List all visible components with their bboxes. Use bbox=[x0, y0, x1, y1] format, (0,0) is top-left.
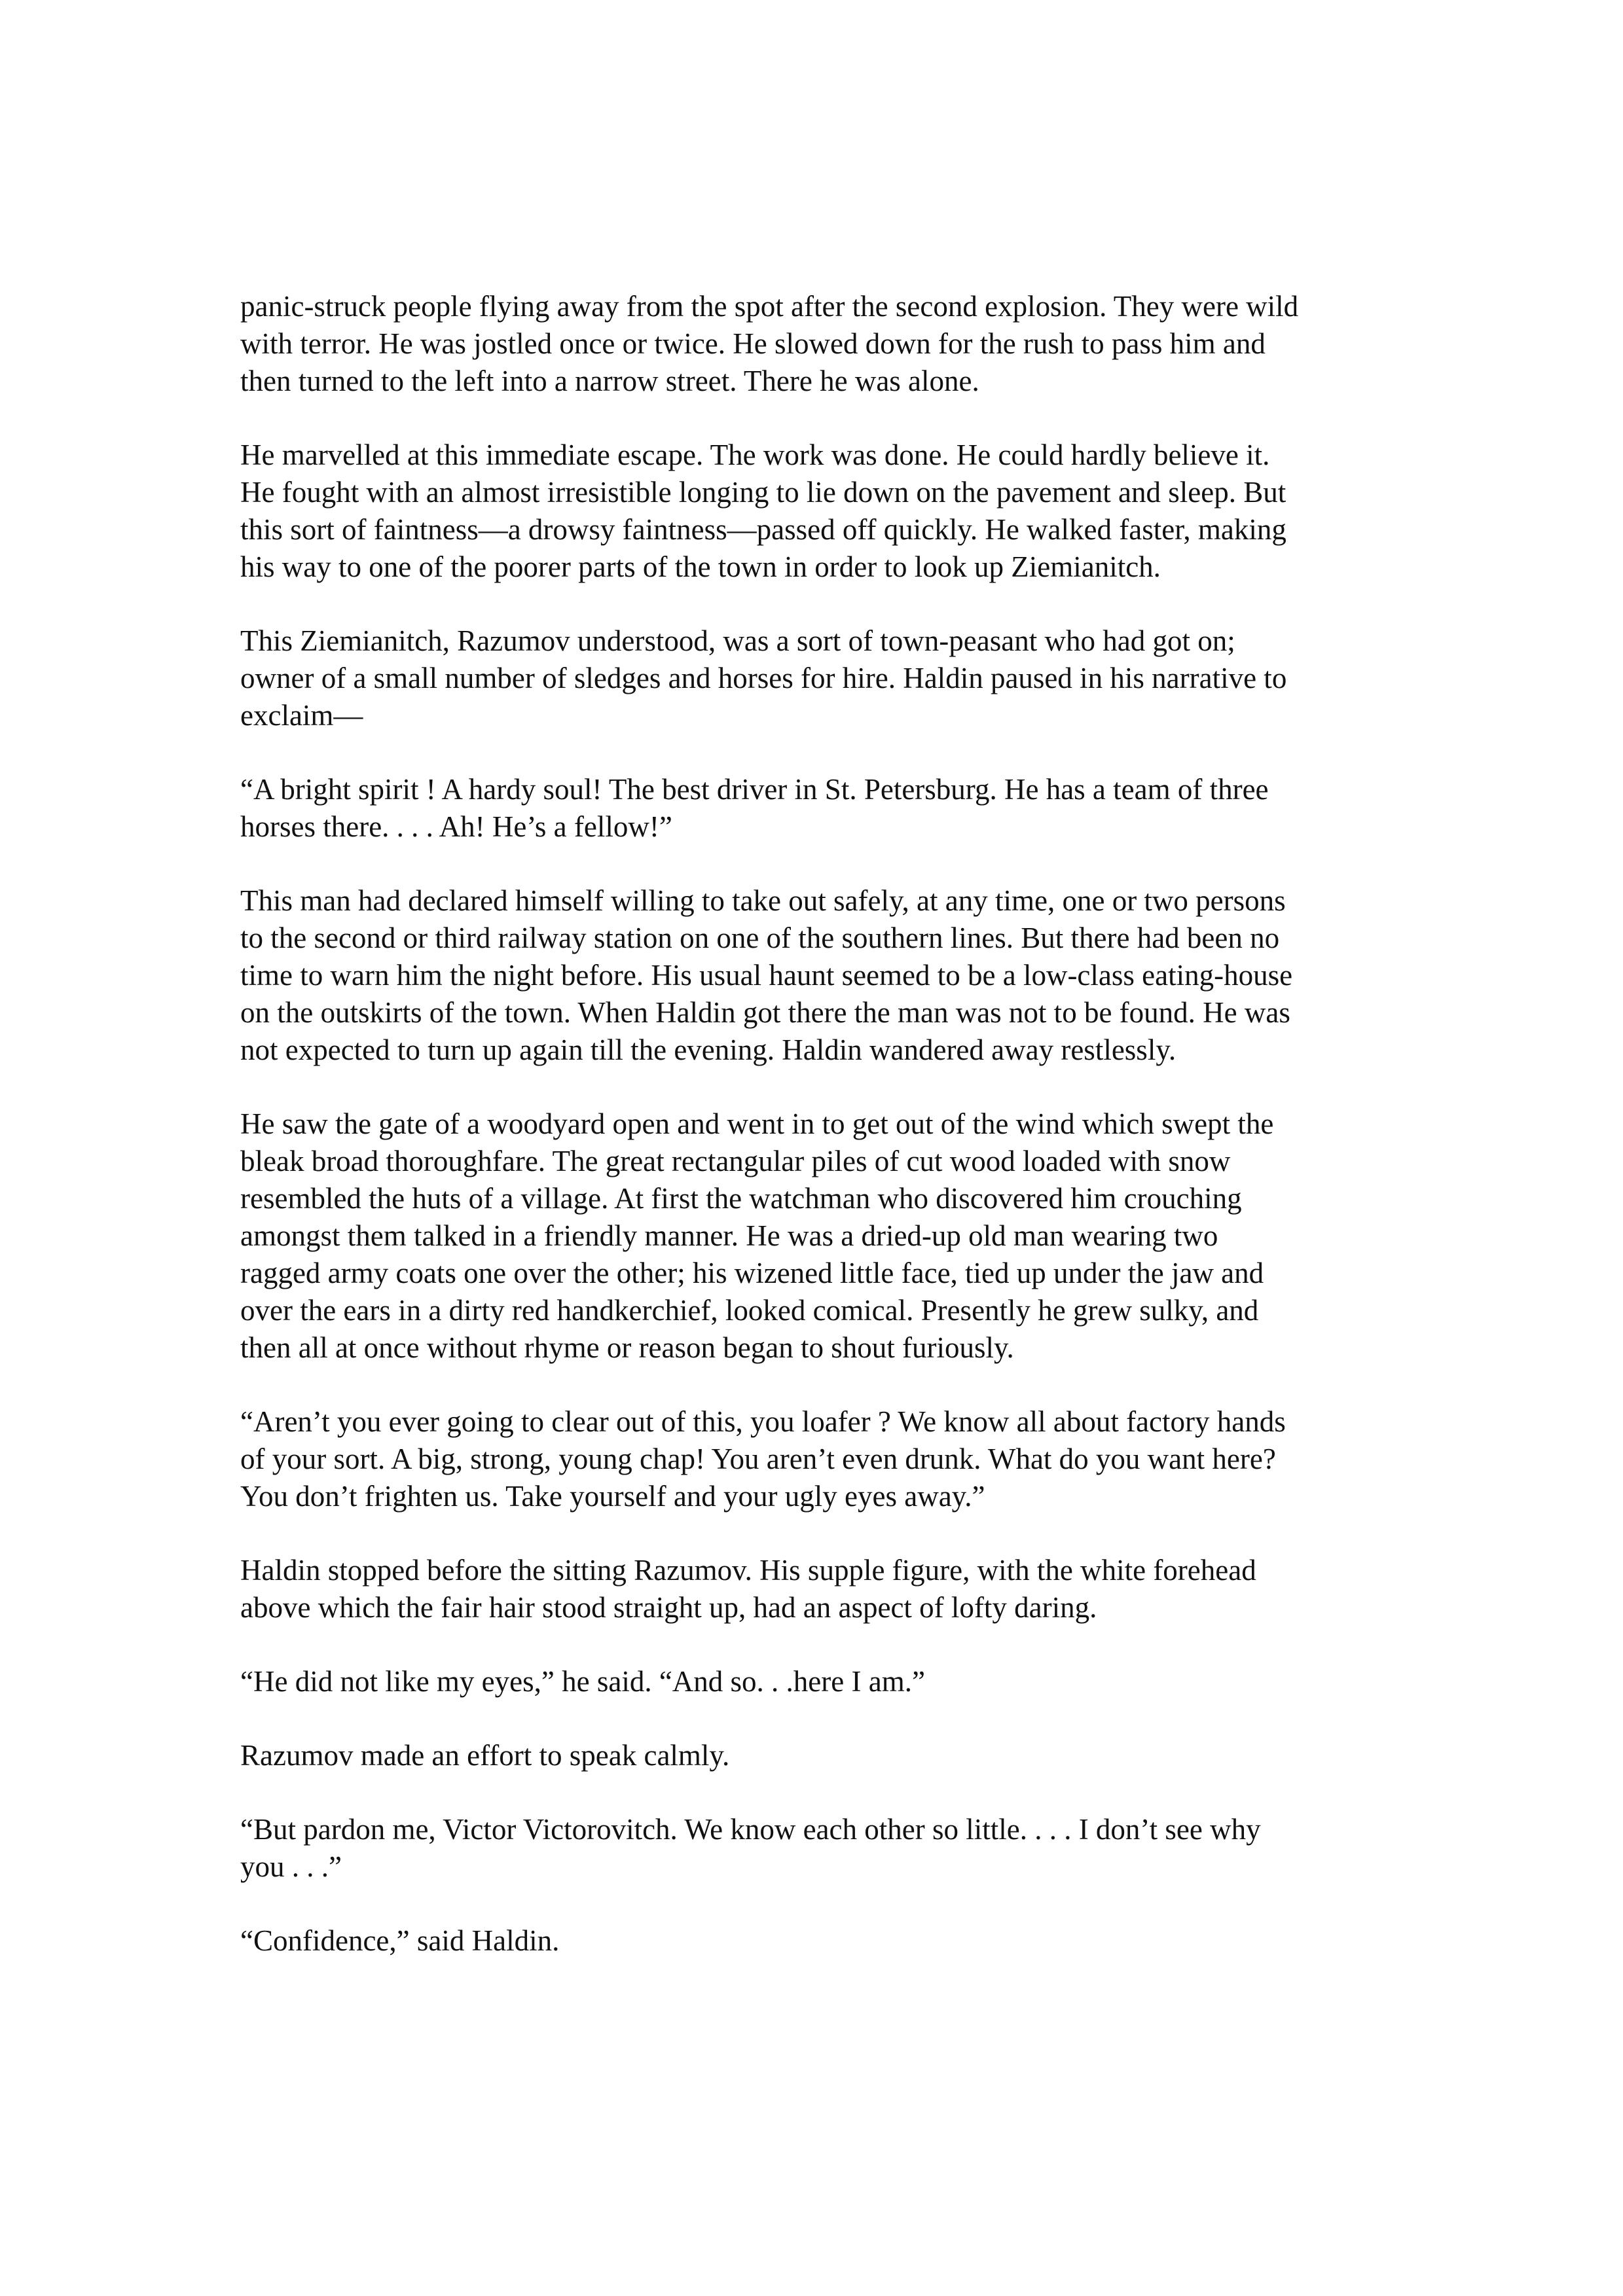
body-text bbox=[240, 288, 1419, 1996]
text-line: He saw the gate of a woodyard open and went in to get out of the wind which swept the bbox=[240, 1107, 1274, 1140]
text-line: to the second or third railway station on one of the southern lines. But there had been no bbox=[240, 922, 1280, 954]
paragraph bbox=[240, 1403, 1419, 1515]
text-line: bleak broad thoroughfare. The great rectangular piles of cut wood loaded with snow bbox=[240, 1145, 1231, 1177]
paragraph bbox=[240, 437, 1419, 586]
text-line: not expected to turn up again till the evening. Haldin wandered away restlessly. bbox=[240, 1033, 1176, 1066]
text-line: He fought with an almost irresistible longing to lie down on the pavement and sleep. But bbox=[240, 476, 1286, 509]
paragraph bbox=[240, 288, 1419, 400]
text-line: his way to one of the poorer parts of the town in order to look up Ziemianitch. bbox=[240, 550, 1161, 583]
text-line: resembled the huts of a village. At first the watchman who discovered him crouching bbox=[240, 1182, 1242, 1215]
text-line: of your sort. A big, strong, young chap! You aren’t even drunk. What do you want here? bbox=[240, 1443, 1276, 1475]
text-line: “But pardon me, Victor Victorovitch. We know each other so little. . . . I don’t see why bbox=[240, 1813, 1261, 1846]
text-line: “Aren’t you ever going to clear out of this, you loafer ? We know all about factory hands bbox=[240, 1405, 1286, 1438]
text-line: “Confidence,” said Haldin. bbox=[240, 1924, 560, 1957]
text-line: This man had declared himself willing to take out safely, at any time, one or two persons bbox=[240, 884, 1286, 917]
text-line: with terror. He was jostled once or twice. He slowed down for the rush to pass him and bbox=[240, 327, 1266, 360]
text-line: He marvelled at this immediate escape. The work was done. He could hardly believe it. bbox=[240, 439, 1270, 471]
paragraph bbox=[240, 1922, 1419, 1960]
paragraph bbox=[240, 1552, 1419, 1626]
text-line: “A bright spirit ! A hardy soul! The best driver in St. Petersburg. He has a team of three bbox=[240, 773, 1269, 806]
text-line: you . . .” bbox=[240, 1850, 342, 1883]
paragraph bbox=[240, 882, 1419, 1069]
text-line: exclaim— bbox=[240, 699, 363, 732]
paragraph bbox=[240, 771, 1419, 846]
text-line: This Ziemianitch, Razumov understood, was a sort of town-peasant who had got on; bbox=[240, 624, 1235, 657]
text-line: then turned to the left into a narrow street. There he was alone. bbox=[240, 365, 979, 397]
text-line: over the ears in a dirty red handkerchief, looked comical. Presently he grew sulky, and bbox=[240, 1294, 1259, 1327]
text-line: ragged army coats one over the other; his wizened little face, tied up under the jaw and bbox=[240, 1257, 1264, 1289]
text-line: owner of a small number of sledges and horses for hire. Haldin paused in his narrative to bbox=[240, 662, 1287, 694]
text-line: Razumov made an effort to speak calmly. bbox=[240, 1739, 730, 1772]
text-line: on the outskirts of the town. When Haldin got there the man was not to be found. He was bbox=[240, 996, 1290, 1029]
text-line: above which the fair hair stood straight up, had an aspect of lofty daring. bbox=[240, 1591, 1097, 1624]
paragraph bbox=[240, 1663, 1419, 1700]
paragraph bbox=[240, 1811, 1419, 1886]
paragraph bbox=[240, 1737, 1419, 1774]
text-line: time to warn him the night before. His usual haunt seemed to be a low-class eating-house bbox=[240, 959, 1293, 992]
paragraph bbox=[240, 622, 1419, 734]
paragraph bbox=[240, 1105, 1419, 1367]
text-line: You don’t frighten us. Take yourself and your ugly eyes away.” bbox=[240, 1480, 985, 1513]
text-line: “He did not like my eyes,” he said. “And so. . .here I am.” bbox=[240, 1665, 925, 1698]
text-line: Haldin stopped before the sitting Razumov. His supple figure, with the white forehead bbox=[240, 1554, 1256, 1587]
text-line: this sort of faintness—a drowsy faintness—passed off quickly. He walked faster, making bbox=[240, 513, 1286, 546]
text-line: then all at once without rhyme or reason began to shout furiously. bbox=[240, 1331, 1014, 1364]
text-line: horses there. . . . Ah! He’s a fellow!” bbox=[240, 810, 672, 843]
text-line: panic-struck people flying away from the spot after the second explosion. They were wild bbox=[240, 290, 1299, 323]
text-line: amongst them talked in a friendly manner. He was a dried-up old man wearing two bbox=[240, 1219, 1218, 1252]
